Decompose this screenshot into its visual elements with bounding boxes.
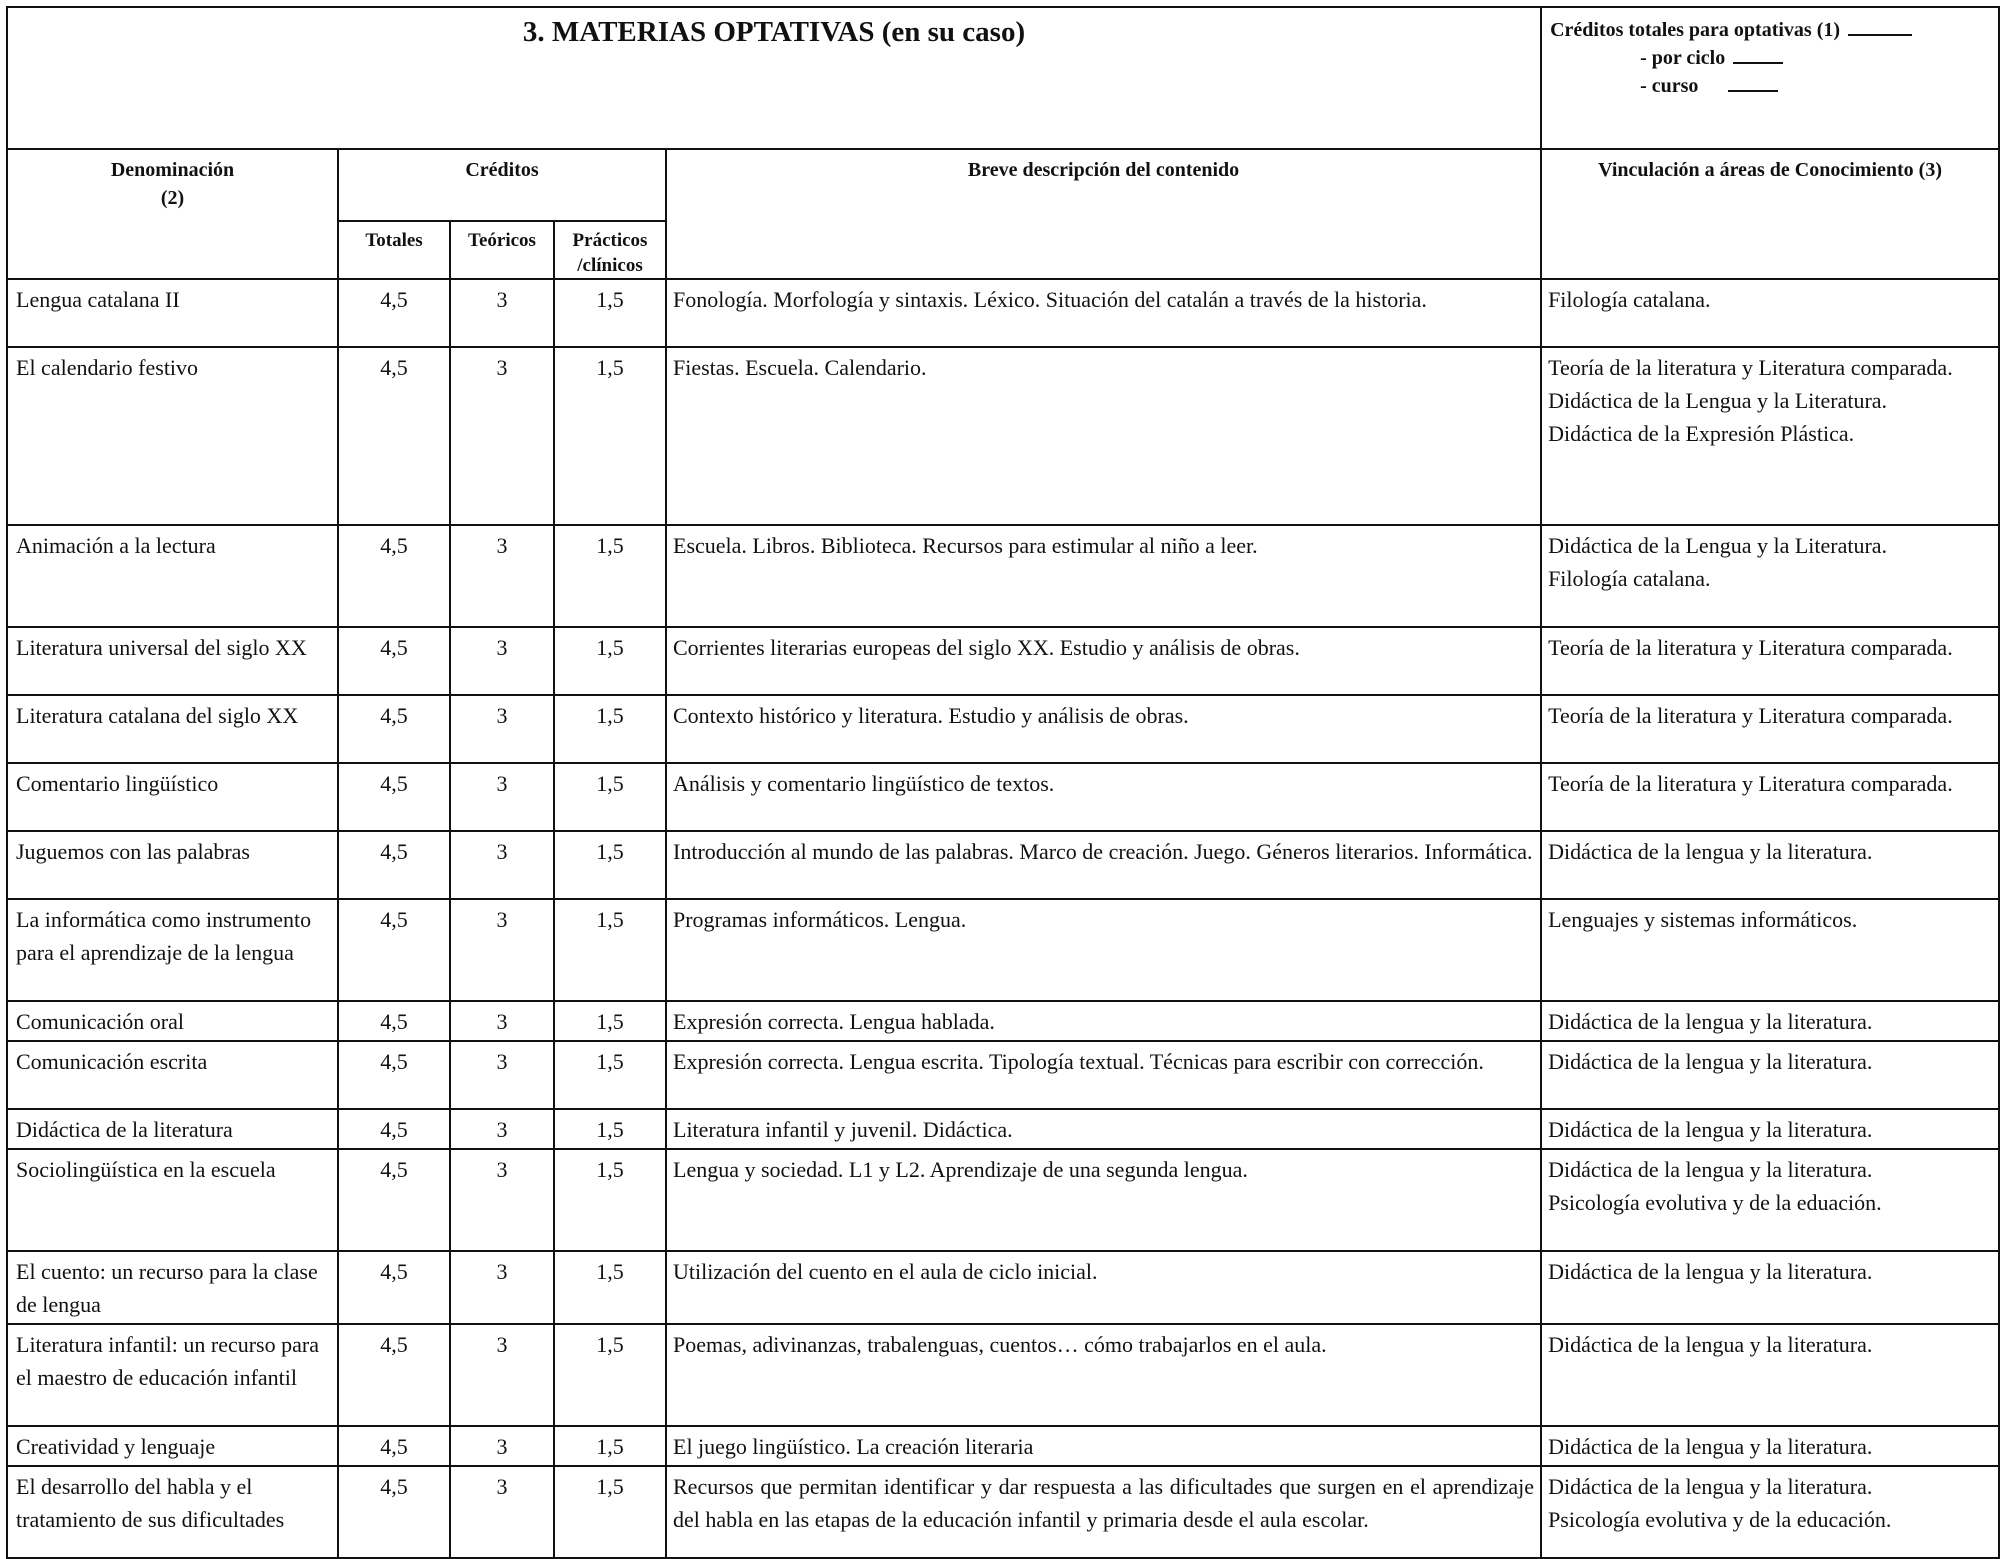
credits-total: 4,5 (338, 1324, 450, 1426)
credits-total: 4,5 (338, 1001, 450, 1041)
credits-total: 4,5 (338, 1426, 450, 1466)
credits-practice: 1,5 (554, 831, 666, 899)
credits-theory: 3 (450, 627, 554, 695)
table-row (7, 831, 1999, 899)
table-row (7, 279, 1999, 347)
credits-theory: 3 (450, 1251, 554, 1324)
subject-name: Literatura infantil: un recurso para el maestro de educación infantil (7, 1324, 338, 1426)
knowledge-areas: Didáctica de la lengua y la literatura. Psicología evolutiva y de la eduación. (1541, 1149, 1999, 1251)
col-vinculacion: Vinculación a áreas de Conocimiento (3) (1541, 149, 1999, 279)
content-description: Poemas, adivinanzas, trabalenguas, cuentos… cómo trabajarlos en el aula. (666, 1324, 1541, 1426)
subject-name: La informática como instrumento para el aprendizaje de la lengua (7, 899, 338, 1001)
credits-practice: 1,5 (554, 347, 666, 525)
credits-theory: 3 (450, 1001, 554, 1041)
subject-name: Didáctica de la literatura (7, 1109, 338, 1149)
credits-practice: 1,5 (554, 763, 666, 831)
content-description: Corrientes literarias europeas del siglo XX. Estudio y análisis de obras. (666, 627, 1541, 695)
subject-name: Lengua catalana II (7, 279, 338, 347)
credits-theory: 3 (450, 1426, 554, 1466)
col-totales: Totales (338, 221, 450, 279)
col-teoricos: Teóricos (450, 221, 554, 279)
credits-theory: 3 (450, 1149, 554, 1251)
subject-name: Comunicación oral (7, 1001, 338, 1041)
col-practicos: Prácticos /clínicos (554, 221, 666, 279)
knowledge-areas: Didáctica de la Lengua y la Literatura. Filología catalana. (1541, 525, 1999, 627)
credits-practice: 1,5 (554, 1426, 666, 1466)
credits-practice: 1,5 (554, 899, 666, 1001)
credits-per-cycle-label: - por ciclo (1640, 47, 1726, 69)
credits-total: 4,5 (338, 899, 450, 1001)
knowledge-areas: Didáctica de la lengua y la literatura. (1541, 1426, 1999, 1466)
knowledge-areas: Didáctica de la lengua y la literatura. (1541, 1041, 1999, 1109)
knowledge-areas: Didáctica de la lengua y la literatura. (1541, 831, 1999, 899)
table-row (7, 1149, 1999, 1251)
table-row (7, 525, 1999, 627)
credits-theory: 3 (450, 1324, 554, 1426)
credits-total-label: Créditos totales para optativas (1) (1550, 19, 1841, 41)
content-description: Análisis y comentario lingüístico de textos. (666, 763, 1541, 831)
credits-practice: 1,5 (554, 1324, 666, 1426)
col-denominacion-label: Denominación (110, 159, 235, 181)
credits-total: 4,5 (338, 763, 450, 831)
col-descripcion: Breve descripción del contenido (666, 149, 1541, 279)
credits-summary (1541, 7, 1999, 149)
credits-practice: 1,5 (554, 695, 666, 763)
table-row (7, 1251, 1999, 1324)
table-row (7, 1109, 1999, 1149)
knowledge-areas: Teoría de la literatura y Literatura comparada. (1541, 627, 1999, 695)
document-page (6, 6, 1998, 1559)
subject-name: Comunicación escrita (7, 1041, 338, 1109)
table-body (7, 279, 1999, 1558)
credits-practice: 1,5 (554, 1149, 666, 1251)
content-description: Contexto histórico y literatura. Estudio y análisis de obras. (666, 695, 1541, 763)
knowledge-areas: Didáctica de la lengua y la literatura. Psicología evolutiva y de la educación. (1541, 1466, 1999, 1558)
credits-theory: 3 (450, 279, 554, 347)
table-row (7, 899, 1999, 1001)
credits-total: 4,5 (338, 1149, 450, 1251)
subject-name: El cuento: un recurso para la clase de lengua (7, 1251, 338, 1324)
subject-name: Literatura catalana del siglo XX (7, 695, 338, 763)
content-description: Introducción al mundo de las palabras. Marco de creación. Juego. Géneros literarios. Informática. (666, 831, 1541, 899)
knowledge-areas: Didáctica de la lengua y la literatura. (1541, 1001, 1999, 1041)
credits-total: 4,5 (338, 1251, 450, 1324)
credits-total-blank (1848, 32, 1912, 36)
knowledge-areas: Teoría de la literatura y Literatura comparada. Didáctica de la Lengua y la Literatura. Didáctica de la Expresión Plástica. (1541, 347, 1999, 525)
credits-total: 4,5 (338, 279, 450, 347)
table-row (7, 695, 1999, 763)
content-description: Literatura infantil y juvenil. Didáctica. (666, 1109, 1541, 1149)
col-denominacion-note: (2) (160, 187, 185, 209)
credits-per-course-label: - curso (1640, 75, 1699, 97)
table-row (7, 763, 1999, 831)
credits-practice: 1,5 (554, 525, 666, 627)
credits-theory: 3 (450, 899, 554, 1001)
subject-name: El calendario festivo (7, 347, 338, 525)
content-description: Fiestas. Escuela. Calendario. (666, 347, 1541, 525)
credits-theory: 3 (450, 1109, 554, 1149)
credits-per-course-blank (1728, 88, 1778, 92)
credits-practice: 1,5 (554, 1251, 666, 1324)
title-row (7, 7, 1999, 149)
content-description: Programas informáticos. Lengua. (666, 899, 1541, 1001)
subject-name: Literatura universal del siglo XX (7, 627, 338, 695)
subject-name: Juguemos con las palabras (7, 831, 338, 899)
table-row (7, 1466, 1999, 1558)
content-description: Utilización del cuento en el aula de ciclo inicial. (666, 1251, 1541, 1324)
content-description: Recursos que permitan identificar y dar respuesta a las dificultades que surgen en el aprendizaje del habla en las etapas de la educación infantil y primaria desde el aula escolar. (666, 1466, 1541, 1558)
credits-theory: 3 (450, 695, 554, 763)
knowledge-areas: Teoría de la literatura y Literatura comparada. (1541, 695, 1999, 763)
credits-total: 4,5 (338, 347, 450, 525)
credits-total: 4,5 (338, 1041, 450, 1109)
credits-practice: 1,5 (554, 1001, 666, 1041)
subject-name: Creatividad y lenguaje (7, 1426, 338, 1466)
knowledge-areas: Teoría de la literatura y Literatura comparada. (1541, 763, 1999, 831)
credits-practice: 1,5 (554, 627, 666, 695)
table-row (7, 627, 1999, 695)
subject-name: Comentario lingüístico (7, 763, 338, 831)
table-row (7, 1324, 1999, 1426)
credits-total: 4,5 (338, 695, 450, 763)
credits-theory: 3 (450, 525, 554, 627)
optional-subjects-table (6, 6, 2000, 1559)
subject-name: Animación a la lectura (7, 525, 338, 627)
credits-total: 4,5 (338, 1109, 450, 1149)
credits-theory: 3 (450, 1041, 554, 1109)
subject-name: Sociolingüística en la escuela (7, 1149, 338, 1251)
section-title: 3. MATERIAS OPTATIVAS (en su caso) (7, 7, 1541, 149)
credits-theory: 3 (450, 347, 554, 525)
credits-total: 4,5 (338, 831, 450, 899)
knowledge-areas: Didáctica de la lengua y la literatura. (1541, 1324, 1999, 1426)
subject-name: El desarrollo del habla y el tratamiento de sus dificultades (7, 1466, 338, 1558)
credits-theory: 3 (450, 831, 554, 899)
content-description: El juego lingüístico. La creación literaria (666, 1426, 1541, 1466)
credits-per-cycle-blank (1733, 60, 1783, 64)
content-description: Escuela. Libros. Biblioteca. Recursos para estimular al niño a leer. (666, 525, 1541, 627)
credits-practice: 1,5 (554, 1109, 666, 1149)
table-row (7, 1041, 1999, 1109)
knowledge-areas: Didáctica de la lengua y la literatura. (1541, 1109, 1999, 1149)
knowledge-areas: Filología catalana. (1541, 279, 1999, 347)
column-header-row (7, 149, 1999, 221)
col-denominacion (7, 149, 338, 279)
credits-theory: 3 (450, 763, 554, 831)
credits-total: 4,5 (338, 525, 450, 627)
credits-total: 4,5 (338, 1466, 450, 1558)
col-creditos: Créditos (338, 149, 666, 221)
credits-practice: 1,5 (554, 1041, 666, 1109)
content-description: Lengua y sociedad. L1 y L2. Aprendizaje de una segunda lengua. (666, 1149, 1541, 1251)
content-description: Fonología. Morfología y sintaxis. Léxico. Situación del catalán a través de la historia. (666, 279, 1541, 347)
table-row (7, 1426, 1999, 1466)
content-description: Expresión correcta. Lengua hablada. (666, 1001, 1541, 1041)
credits-practice: 1,5 (554, 279, 666, 347)
credits-total: 4,5 (338, 627, 450, 695)
credits-theory: 3 (450, 1466, 554, 1558)
table-row (7, 347, 1999, 525)
knowledge-areas: Lenguajes y sistemas informáticos. (1541, 899, 1999, 1001)
credits-practice: 1,5 (554, 1466, 666, 1558)
knowledge-areas: Didáctica de la lengua y la literatura. (1541, 1251, 1999, 1324)
content-description: Expresión correcta. Lengua escrita. Tipología textual. Técnicas para escribir con corrección. (666, 1041, 1541, 1109)
table-row (7, 1001, 1999, 1041)
